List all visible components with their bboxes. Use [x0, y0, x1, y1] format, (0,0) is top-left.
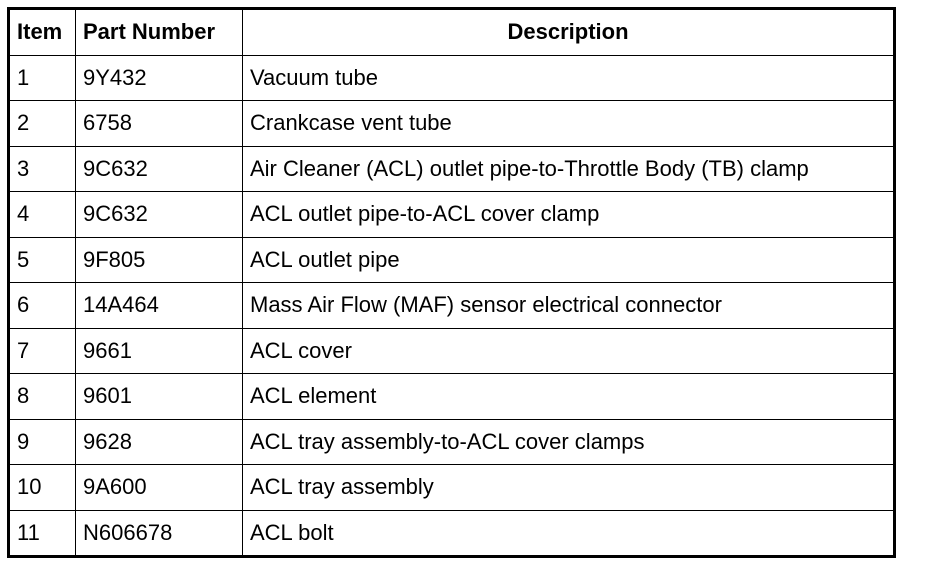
table-row: [9, 374, 895, 420]
table-row: [9, 465, 895, 511]
part-number-cell: 9628: [76, 419, 243, 465]
part-number-cell: 9Y432: [76, 55, 243, 101]
description-cell: Air Cleaner (ACL) outlet pipe-to-Throttle Body (TB) clamp: [243, 146, 895, 192]
description-cell: Vacuum tube: [243, 55, 895, 101]
table-row: [9, 101, 895, 147]
header-description: Description: [243, 9, 895, 56]
part-number-cell: 14A464: [76, 283, 243, 329]
description-cell: ACL outlet pipe: [243, 237, 895, 283]
item-cell: 10: [9, 465, 76, 511]
description-cell: ACL outlet pipe-to-ACL cover clamp: [243, 192, 895, 238]
item-cell: 1: [9, 55, 76, 101]
part-number-cell: 9F805: [76, 237, 243, 283]
item-cell: 7: [9, 328, 76, 374]
description-cell: ACL element: [243, 374, 895, 420]
table-row: [9, 146, 895, 192]
header-item: Item: [9, 9, 76, 56]
part-number-cell: 9601: [76, 374, 243, 420]
table-row: [9, 419, 895, 465]
part-number-cell: N606678: [76, 510, 243, 557]
description-cell: ACL cover: [243, 328, 895, 374]
item-cell: 4: [9, 192, 76, 238]
table-row: [9, 510, 895, 557]
item-cell: 6: [9, 283, 76, 329]
description-cell: Crankcase vent tube: [243, 101, 895, 147]
part-number-cell: 9A600: [76, 465, 243, 511]
item-cell: 11: [9, 510, 76, 557]
description-cell: ACL tray assembly: [243, 465, 895, 511]
parts-table: [7, 7, 896, 558]
item-cell: 8: [9, 374, 76, 420]
description-cell: Mass Air Flow (MAF) sensor electrical connector: [243, 283, 895, 329]
table-row: [9, 237, 895, 283]
description-cell: ACL tray assembly-to-ACL cover clamps: [243, 419, 895, 465]
header-row: [9, 9, 895, 56]
item-cell: 9: [9, 419, 76, 465]
table-row: [9, 192, 895, 238]
part-number-cell: 9C632: [76, 192, 243, 238]
table-row: [9, 55, 895, 101]
part-number-cell: 6758: [76, 101, 243, 147]
description-cell: ACL bolt: [243, 510, 895, 557]
part-number-cell: 9661: [76, 328, 243, 374]
part-number-cell: 9C632: [76, 146, 243, 192]
item-cell: 5: [9, 237, 76, 283]
item-cell: 3: [9, 146, 76, 192]
table-row: [9, 328, 895, 374]
header-part-number: Part Number: [76, 9, 243, 56]
table-row: [9, 283, 895, 329]
item-cell: 2: [9, 101, 76, 147]
